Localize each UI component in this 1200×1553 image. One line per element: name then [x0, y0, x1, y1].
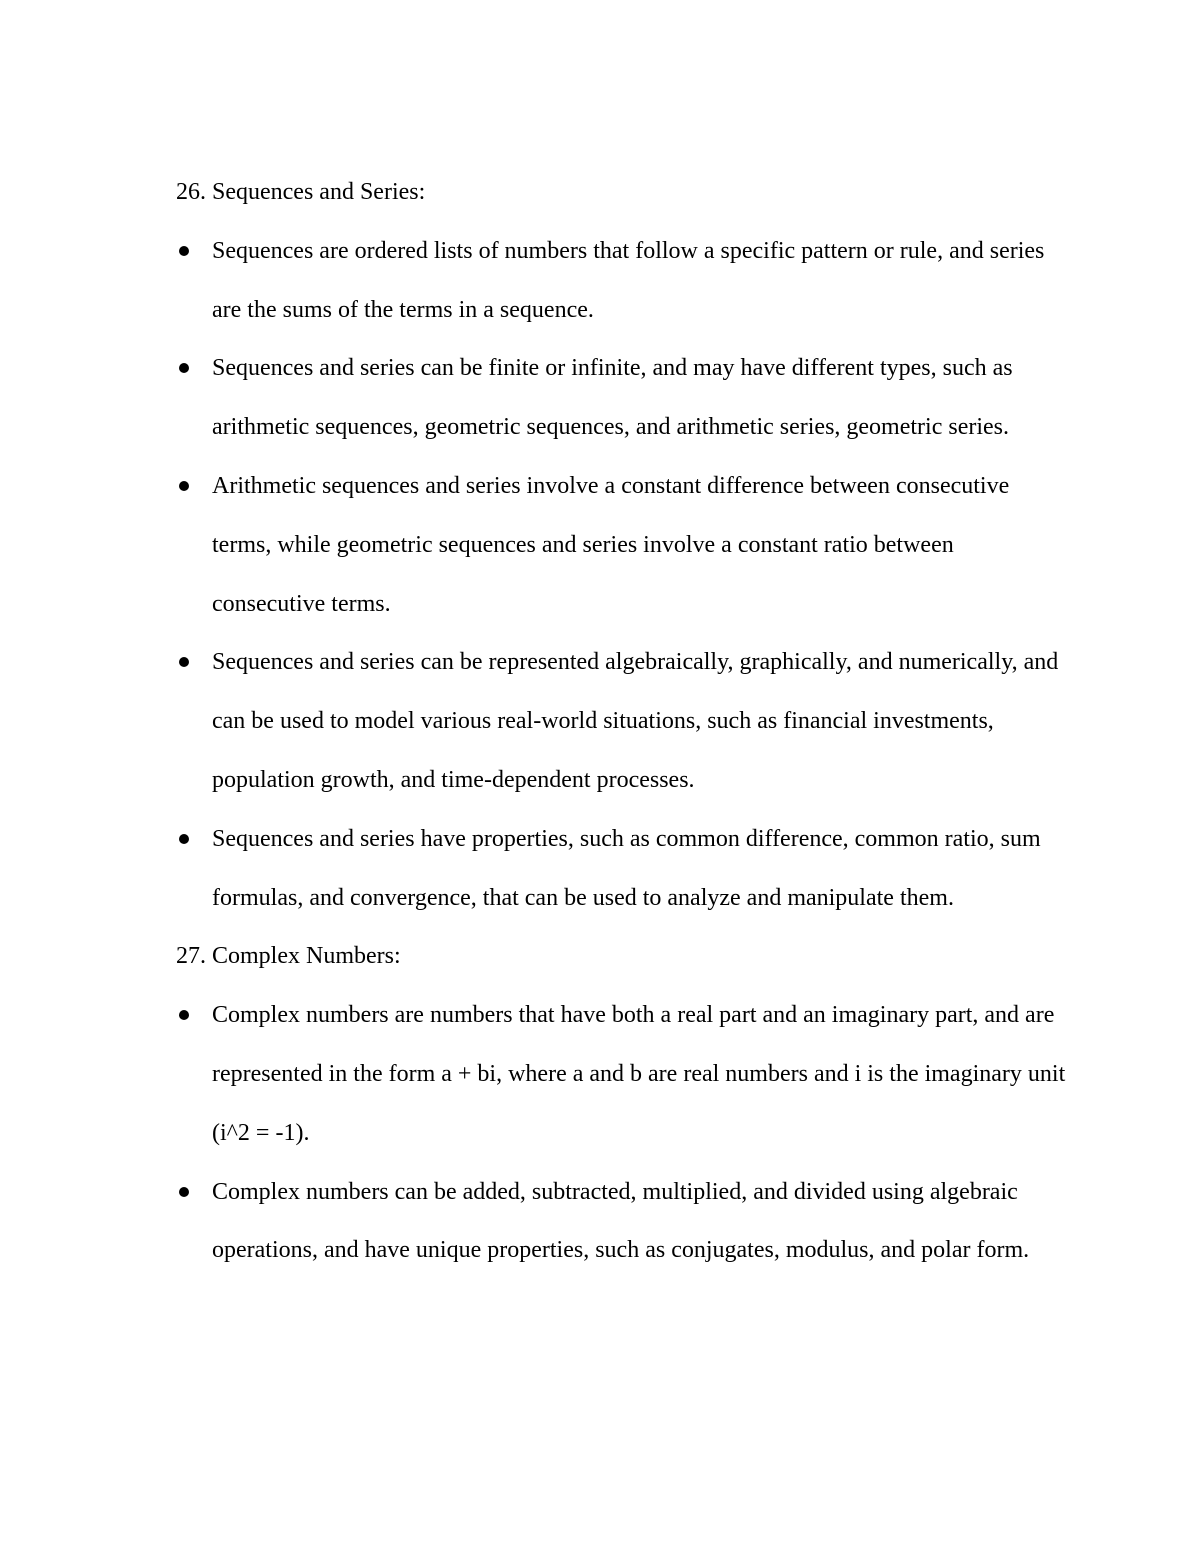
- bullet-icon: [179, 481, 189, 491]
- list-item: [176, 810, 1066, 928]
- bullet-text: Sequences and series can be represented algebraically, graphically, and numerically, and can be used to model various real-world situations, such as financial investments, population growth, and time-dependent processes.: [212, 649, 1059, 793]
- list-item: [176, 633, 1066, 809]
- bullet-text: Sequences and series have properties, such as common difference, common ratio, sum formulas, and convergence, that can be used to analyze and manipulate them.: [212, 825, 1041, 911]
- bullet-icon: [179, 834, 189, 844]
- bullet-text: Sequences are ordered lists of numbers that follow a specific pattern or rule, and series are the sums of the terms in a sequence.: [212, 237, 1045, 323]
- bullet-list: [176, 222, 1066, 928]
- bullet-text: Arithmetic sequences and series involve a constant difference between consecutive terms, while geometric sequences and series involve a constant ratio between consecutive terms.: [212, 472, 1010, 617]
- section-title: Sequences and Series:: [212, 179, 426, 205]
- bullet-text: Complex numbers are numbers that have both a real part and an imaginary part, and are represented in the form a + bi, where a and b are real numbers and i is the imaginary unit (i^2 = -1).: [212, 1002, 1066, 1146]
- list-item: [176, 222, 1066, 340]
- section-heading: [176, 163, 1066, 222]
- section-complex-numbers: [176, 927, 1066, 1280]
- list-item: [176, 986, 1066, 1162]
- page-content: [176, 163, 1066, 1280]
- list-item: [176, 339, 1066, 457]
- list-item: [176, 1163, 1066, 1281]
- bullet-icon: [179, 246, 189, 256]
- bullet-icon: [179, 1010, 189, 1020]
- section-number: 26.: [176, 179, 206, 205]
- list-item: [176, 457, 1066, 633]
- bullet-icon: [179, 1187, 189, 1197]
- bullet-text: Sequences and series can be finite or infinite, and may have different types, such as arithmetic sequences, geometric sequences, and arithmetic series, geometric series.: [212, 355, 1013, 441]
- section-number: 27.: [176, 943, 206, 970]
- section-heading: [176, 927, 1066, 986]
- bullet-text: Complex numbers can be added, subtracted, multiplied, and divided using algebraic operations, and have unique properties, such as conjugates, modulus, and polar form.: [212, 1178, 1030, 1264]
- section-sequences-and-series: [176, 163, 1066, 927]
- bullet-icon: [179, 363, 189, 373]
- bullet-icon: [179, 657, 189, 667]
- bullet-list: [176, 986, 1066, 1280]
- section-title: Complex Numbers:: [212, 943, 401, 970]
